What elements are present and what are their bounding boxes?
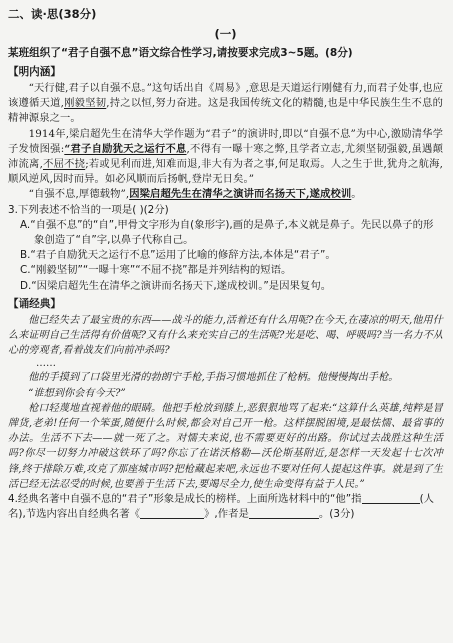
underlined-gangyi: 刚毅坚韧 bbox=[64, 97, 107, 110]
answer-blank-person[interactable] bbox=[362, 492, 420, 504]
underlined-junzi-zili: “君子自励犹天之运行不息 bbox=[64, 142, 187, 155]
excerpt-paragraph-1: 他已经失去了最宝贵的东西——战斗的能力,活着还有什么用呢?在今天,在凄凉的明天,他用什么来证明自己生活得有价值呢?又有什么来充实自己的生活呢?光是吃、喝、呼吸吗?当一名力不从心的旁观者,看着战友们向前冲杀吗? bbox=[8, 314, 443, 357]
answer-blank-book[interactable] bbox=[140, 507, 204, 519]
paragraph-3: “自强不息,厚德载物”,因梁启超先生在清华之演讲而名扬天下,遂成校训。 bbox=[28, 188, 362, 201]
label-song-jingdian: 【诵经典】 bbox=[8, 297, 61, 310]
question-3-stem: 3.下列表述不恰当的一项是( )(2分) bbox=[8, 203, 169, 216]
answer-blank-author[interactable] bbox=[249, 507, 319, 519]
question-3-option-b[interactable]: B.“君子自励犹天之运行不息”运用了比喻的修辞方法,本体是“君子”。 bbox=[20, 249, 336, 262]
underlined-buqu: 不屈不挠 bbox=[42, 158, 86, 171]
part-title: (一) bbox=[214, 27, 237, 41]
paragraph-1: “天行健,君子以自强不息。”这句话出自《周易》,意思是天道运行刚健有力,而君子处事,也应该遵循天道,刚毅坚韧,持之以恒,努力奋进。这是我国传统文化的精髓,也是中华民族生生不息的精神源泉之一。 bbox=[8, 82, 444, 125]
question-3-option-d[interactable]: D.“因梁启超先生在清华之演讲而名扬天下,遂成校训。”是因果复句。 bbox=[20, 279, 332, 292]
question-3-option-a[interactable]: A.“自强不息”的“自”,甲骨文字形为⾃(象形字),画的是鼻子,本义就是鼻子。先民以鼻子的形象创造了“自”字,以鼻子代称自己。 bbox=[20, 218, 434, 247]
paragraph-2: 1914年,梁启超先生在清华大学作题为“君子”的演讲时,即以“自强不息”为中心,激励清华学子发愤图强:“君子自励犹天之运行不息,不得有一曝十寒之弊,且学者立志,尤须坚韧强毅,虽遇颠沛流离,不屈不挠;若或见利而进,知难而退,非大有为者之事,何足取焉。人之生于世,犹舟之航海,顺风逆风,因时而异。如必风顺而后扬帆,登岸无日矣。” bbox=[8, 127, 444, 186]
question-3-option-c[interactable]: C.“刚毅坚韧”“一曝十寒”“不屈不挠”都是并列结构的短语。 bbox=[20, 264, 292, 277]
underlined-xiaoxun: 因梁启超先生在清华之演讲而名扬天下,遂成校训 bbox=[129, 188, 352, 201]
excerpt-paragraph-2: 他的手摸到了口袋里光滑的勃朗宁手枪,手指习惯地抓住了枪柄。他慢慢掏出手枪。 bbox=[28, 372, 399, 384]
label-ming-neihan: 【明内涵】 bbox=[8, 66, 61, 78]
intro-instruction: 某班组织了“君子自强不息”语文综合性学习,请按要求完成3~5题。(8分) bbox=[8, 47, 353, 59]
ellipsis: …… bbox=[36, 358, 56, 370]
excerpt-paragraph-3: “谁想到你会有今天?” bbox=[28, 387, 126, 399]
section-title: 二、读·思(38分) bbox=[8, 7, 97, 21]
excerpt-paragraph-4: 枪口轻蔑地直视着他的眼睛。他把手枪放到膝上,恶狠狠地骂了起来:“这算什么英雄,纯粹是冒牌货,老弟!任何一个笨蛋,随便什么时候,都会对自己开一枪。这样摆脱困境,是最怯懦、最省事的办法。生活不下去——就一死了之。对懦夫来说,也不需要更好的出路。你试过去战胜这种生活吗?你尽一切努力冲破这铁环了吗?你忘了在诺沃格勒—沃伦斯基附近,是怎样一天发起十七次冲锋,终于排除万难,攻克了那座城市吗?把枪藏起来吧,永远也不要对任何人提起这件事。就是到了生活已经无法忍受的时候,也要善于生活下去,要竭尽全力,使生命变得有益于人民。” bbox=[8, 402, 443, 490]
question-4: 4.经典名著中自强不息的“君子”形象是成长的榜样。上面所选材料中的“他”指 (人名),节选内容出自经典名著《 》,作者是 。(3分) bbox=[8, 493, 435, 521]
